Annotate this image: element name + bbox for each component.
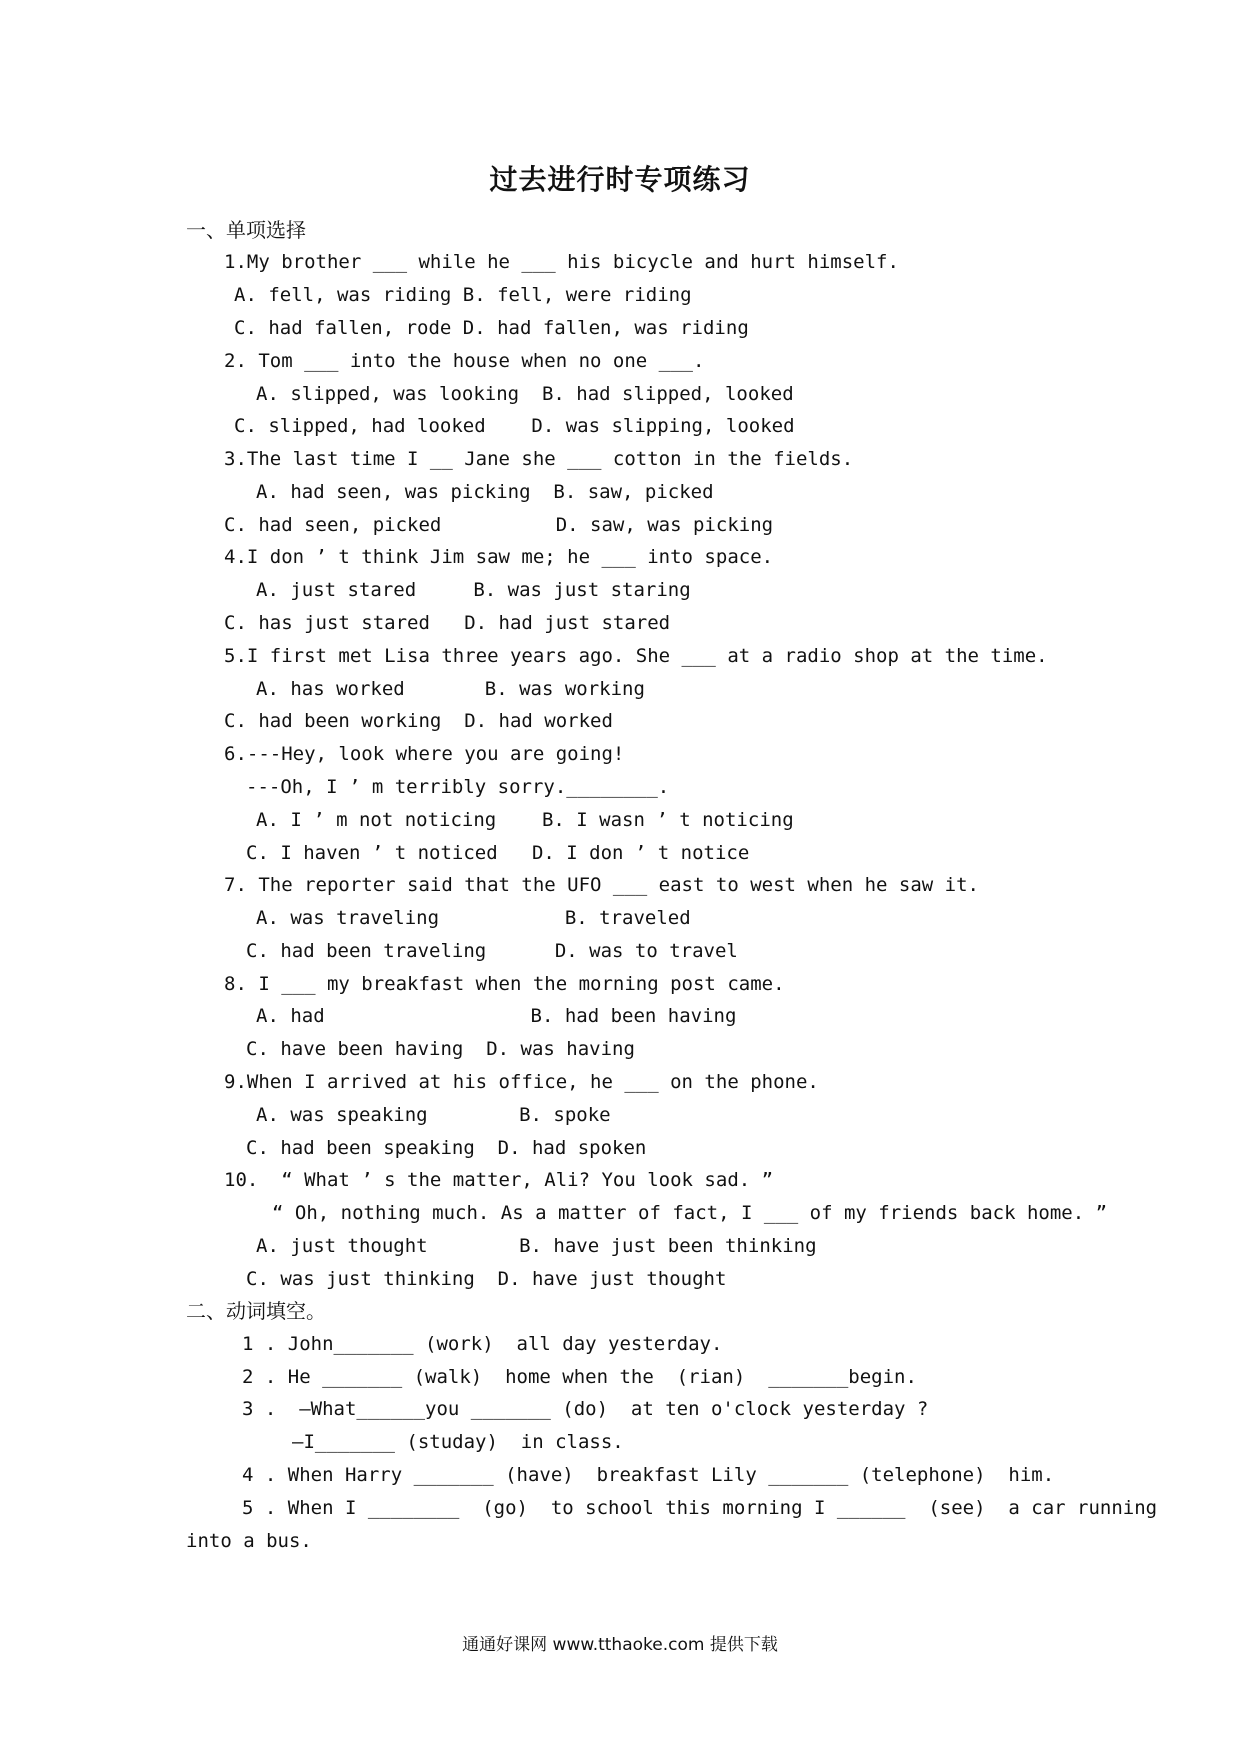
option-line: A. I ’ m not noticing B. I wasn ’ t noticing [256, 809, 794, 831]
option-line: C. had been traveling D. was to travel [246, 940, 738, 962]
question-line: 3.The last time I __ Jane she ___ cotton in the fields. [224, 448, 854, 470]
option-line: C. slipped, had looked D. was slipping, looked [234, 415, 795, 437]
question-line: 4.I don ’ t think Jim saw me; he ___ into space. [224, 546, 774, 568]
fill-question-line: —I_______ (studay) in class. [292, 1431, 624, 1453]
question-line: 1.My brother ___ while he ___ his bicycle and hurt himself. [224, 251, 899, 273]
question-line: 8. I ___ my breakfast when the morning post came. [224, 973, 785, 995]
question-line: 6.---Hey, look where you are going! [224, 743, 625, 765]
question-line: ---Oh, I ’ m terribly sorry.________. [246, 776, 670, 798]
question-line: 2. Tom ___ into the house when no one ___. [224, 350, 705, 372]
option-line: A. had seen, was picking B. saw, picked [256, 481, 714, 503]
option-line: C. had been working D. had worked [224, 710, 613, 732]
option-line: C. had seen, picked D. saw, was picking [224, 514, 774, 536]
section-heading-multiple-choice: 一、单项选择 [186, 218, 306, 242]
fill-question-line: 1 . John_______ (work) all day yesterday. [242, 1333, 723, 1355]
option-line: A. has worked B. was working [256, 678, 645, 700]
fill-question-line: 2 . He _______ (walk) home when the (rian) _______begin. [242, 1366, 917, 1388]
option-line: C. had fallen, rode D. had fallen, was riding [234, 317, 749, 339]
option-line: C. have been having D. was having [246, 1038, 635, 1060]
question-line: 10. “ What ’ s the matter, Ali? You look sad. ” [224, 1169, 774, 1191]
option-line: A. was speaking B. spoke [256, 1104, 611, 1126]
fill-question-line: 4 . When Harry _______ (have) breakfast Lily _______ (telephone) him. [242, 1464, 1055, 1486]
section-heading-verb-fill: 二、动词填空。 [186, 1299, 326, 1323]
option-line: A. just thought B. have just been thinking [256, 1235, 817, 1257]
option-line: A. had B. had been having [256, 1005, 737, 1027]
question-line: 9.When I arrived at his office, he ___ on the phone. [224, 1071, 819, 1093]
fill-question-line: 5 . When I ________ (go) to school this morning I ______ (see) a car running [242, 1497, 1158, 1519]
option-line: C. was just thinking D. have just thought [246, 1268, 727, 1290]
option-line: C. had been speaking D. had spoken [246, 1137, 647, 1159]
question-line: 7. The reporter said that the UFO ___ east to west when he saw it. [224, 874, 979, 896]
question-line: “ Oh, nothing much. As a matter of fact, I ___ of my friends back home. ” [272, 1202, 1108, 1224]
option-line: A. fell, was riding B. fell, were riding [234, 284, 692, 306]
option-line: C. I haven ’ t noticed D. I don ’ t notice [246, 842, 750, 864]
question-line: 5.I first met Lisa three years ago. She ___ at a radio shop at the time. [224, 645, 1048, 667]
option-line: A. slipped, was looking B. had slipped, looked [256, 383, 794, 405]
download-footer: 通通好课网 www.tthaoke.com 提供下载 [462, 1635, 778, 1655]
fill-question-line: 3 . —What______you _______ (do) at ten o'clock yesterday ? [242, 1398, 929, 1420]
fill-question-line: into a bus. [186, 1530, 312, 1552]
page-title: 过去进行时专项练习 [489, 163, 751, 196]
option-line: A. was traveling B. traveled [256, 907, 691, 929]
option-line: A. just stared B. was just staring [256, 579, 691, 601]
option-line: C. has just stared D. had just stared [224, 612, 671, 634]
